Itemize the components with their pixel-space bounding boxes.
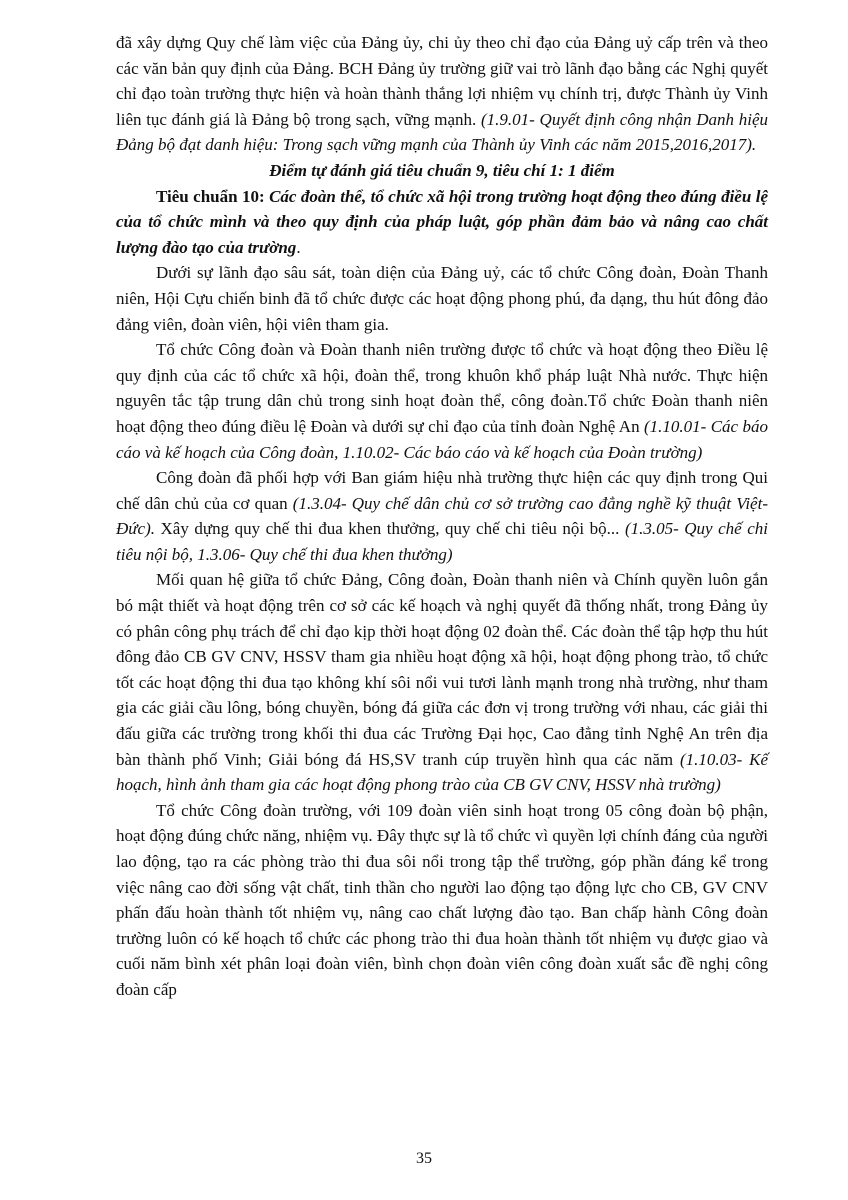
self-assessment-score: Điểm tự đánh giá tiêu chuẩn 9, tiêu chí 1: 1 điểm [269,160,615,180]
paragraph-text: Xây dựng quy chế thi đua khen thưởng, quy chế chi tiêu nội bộ... [155,519,625,539]
document-body [116,30,768,1003]
evidence-reference: (1.9.01- Quyết định công nhận Danh hiệu Đảng bộ đạt danh hiệu: Trong sạch vững mạnh của Thành ủy Vinh các năm 2015,2016,2017). [116,109,768,155]
page-number: 35 [416,1150,432,1167]
paragraph-leadership [116,260,768,337]
paragraph-text: Dưới sự lãnh đạo sâu sát, toàn diện của Đảng uỷ, các tổ chức Công đoàn, Đoàn Thanh niên, Hội Cựu chiến binh đã tổ chức được các hoạt động phong phú, đa dạng, thu hút đông đảo đảng viên, đoàn viên, hội viên tham gia. [116,263,768,334]
paragraph-democracy-regulations [116,465,768,567]
paragraph-text: Công đoàn đã phối hợp với Ban giám hiệu nhà trường thực hiện các quy định trong Qui chế dân chủ của cơ quan [116,468,768,513]
evidence-reference: (1.10.01- Các báo cáo và kế hoạch của Công đoàn, 1.10.02- Các báo cáo và kế hoạch của Đoàn trường) [116,416,768,462]
standard-title: Các đoàn thể, tổ chức xã hội trong trường hoạt động theo đúng điều lệ của tổ chức mình và theo quy định của pháp luật, góp phần đảm bảo và nâng cao chất lượng đào tạo của trường [116,186,768,257]
paragraph-text: Tổ chức Công đoàn và Đoàn thanh niên trường được tổ chức và hoạt động theo Điều lệ quy định của các tổ chức xã hội, đoàn thể, trong khuôn khổ pháp luật Nhà nước. Thực hiện nguyên tắc tập trung dân chủ trong sinh hoạt đoàn thể, công đoàn.Tổ chức Đoàn thanh niên hoạt động theo đúng điều lệ Đoàn và dưới sự chỉ đạo của tỉnh đoàn Nghệ An [116,340,768,436]
standard-label: Tiêu chuẩn 10: [156,186,270,206]
paragraph-trade-union [116,798,768,1003]
paragraph-text: Tổ chức Công đoàn trường, với 109 đoàn viên sinh hoạt trong 05 công đoàn bộ phận, hoạt động đúng chức năng, nhiệm vụ. Đây thực sự là tổ chức vì quyền lợi chính đáng của người lao động, tạo ra các phòng trào thi đua sôi nổi trong tập thể trường, góp phần đáng kể trong việc nâng cao đời sống vật chất, tinh thần cho người lao động tạo động lực cho CB, GV CNV phấn đấu hoàn thành tốt nhiệm vụ, nâng cao chất lượng đào tạo. Ban chấp hành Công đoàn trường luôn có kế hoạch tổ chức các phong trào thi đua hoàn thành tốt nhiệm vụ được giao và cuối năm bình xét phân loại đoàn viên, bình chọn đoàn viên công đoàn xuất sắc đề nghị công đoàn cấp [116,800,768,999]
standard-end: . [296,237,301,257]
evidence-reference: (1.3.05- Quy chế chi tiêu nội bộ, 1.3.06- Quy chế thi đua khen thưởng) [116,519,768,564]
paragraph-union-youth [116,337,768,465]
standard-10-heading [116,184,768,261]
paragraph-text: đã xây dựng Quy chế làm việc của Đảng ủy, chi ủy theo chỉ đạo của Đảng uỷ cấp trên và theo các văn bản quy định của Đảng. BCH Đảng ủy trường giữ vai trò lãnh đạo bằng các Nghị quyết chỉ đạo toàn trường thực hiện và hoàn thành thắng lợi nhiệm vụ chính trị, được Thành ủy Vinh liên tục đánh giá là Đảng bộ trong sạch, vững mạnh. [116,33,768,129]
paragraph-text: Mối quan hệ giữa tổ chức Đảng, Công đoàn, Đoàn thanh niên và Chính quyền luôn gắn bó mật thiết và hoạt động trên cơ sở các kế hoạch và nghị quyết đã thống nhất, trong Đảng ủy có phân công phụ trách để chỉ đạo kịp thời hoạt động 02 đoàn thể. Các đoàn thể tập hợp thu hút đông đảo CB GV CNV, HSSV tham gia nhiều hoạt động xã hội, hoạt động phong trào, tổ chức tốt các hoạt động thi đua tạo không khí sôi nổi vui tươi lành mạnh trong nhà trường, như tham gia các giải cầu lông, bóng chuyền, bóng đá giữa các đơn vị trong trường với nhau, các giải thi đấu giữa các trường trong khối thi đua các Trường Đại học, Cao đẳng tỉnh Nghệ An trên địa bàn thành phố Vinh; Giải bóng đá HS,SV tranh cúp truyền hình qua các năm [116,570,768,769]
paragraph-party-regulations [116,30,768,158]
evidence-reference: (1.10.03- Kế hoạch, hình ảnh tham gia các hoạt động phong trào của CB GV CNV, HSSV nhà trường) [116,749,768,795]
paragraph-relationships [116,567,768,797]
evidence-reference: (1.3.04- Quy chế dân chủ cơ sở trường cao đẳng nghề kỹ thuật Việt-Đức). [116,493,768,539]
